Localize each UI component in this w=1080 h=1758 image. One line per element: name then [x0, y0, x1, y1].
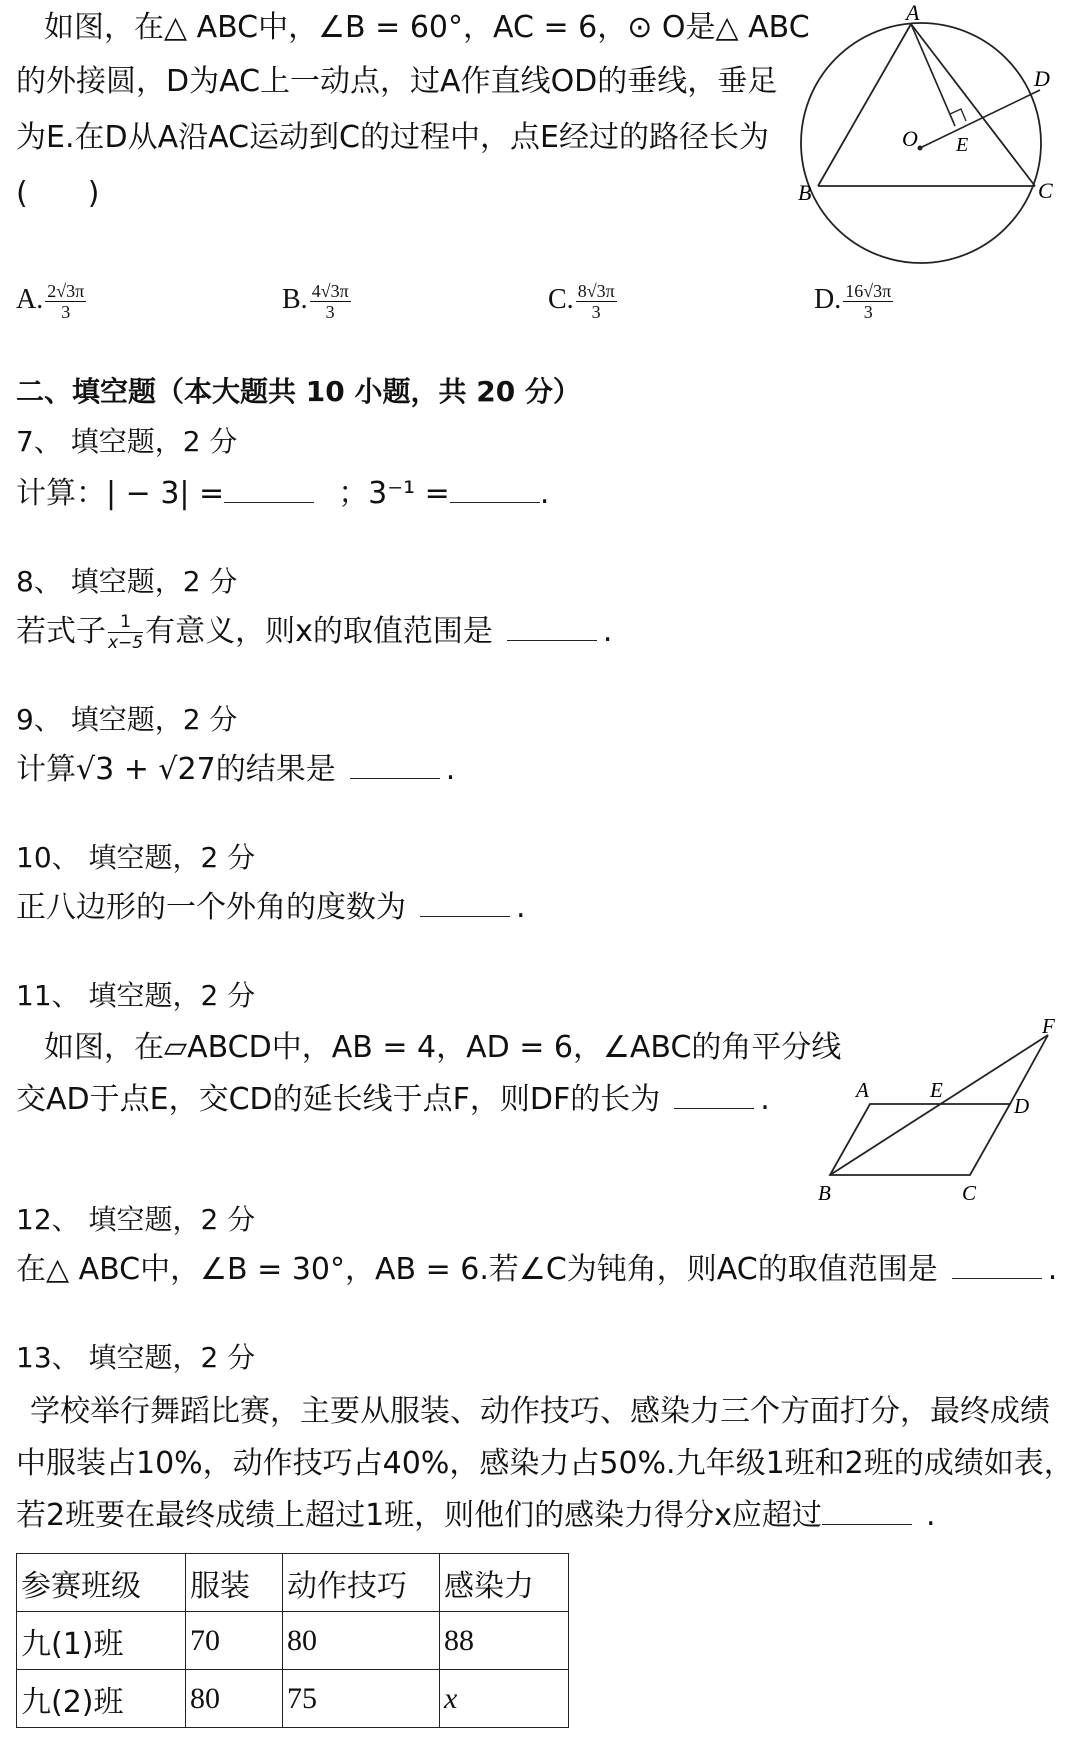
q10-body — [16, 888, 526, 928]
q13-period: . — [925, 1498, 936, 1533]
label-E: E — [956, 134, 969, 156]
point-O — [918, 146, 923, 151]
q7-period: . — [539, 476, 550, 511]
q10-text: 正八边形的一个外角的度数为 — [16, 890, 406, 925]
q11-header: 11、 填空题，2 分 — [16, 979, 256, 1012]
table-cell: 九(1)班 — [17, 1612, 186, 1670]
label-B: B — [798, 180, 812, 205]
table-row — [17, 1670, 569, 1728]
q13-line1: 学校举行舞蹈比赛，主要从服装、动作技巧、感染力三个方面打分，最终成绩 — [30, 1394, 1050, 1429]
q12-blank[interactable] — [952, 1252, 1042, 1279]
q13-header: 13、 填空题，2 分 — [16, 1341, 256, 1374]
table-cell: x — [440, 1670, 569, 1728]
q6-stem-line4: ( ) — [16, 176, 100, 211]
q13-line3 — [16, 1496, 935, 1536]
table-cell: 九(2)班 — [17, 1670, 186, 1728]
label-C: C — [962, 1181, 977, 1205]
q11-blank[interactable] — [674, 1082, 754, 1109]
table-row — [17, 1612, 569, 1670]
q12-text: 在△ ABC中，∠B = 30°，AB = 6.若∠C为钝角，则AC的取值范围是 — [16, 1252, 938, 1287]
q6-stem-line1: 如图，在△ ABC中，∠B = 60°，AC = 6，⊙ O是△ ABC — [44, 10, 810, 45]
q7-body — [16, 474, 549, 514]
label-D: D — [1034, 66, 1050, 91]
q9-period: . — [445, 752, 456, 787]
side-AB — [818, 24, 911, 186]
q8-blank[interactable] — [507, 614, 597, 641]
q6-stem-line2: 的外接圆，D为AC上一动点，过A作直线OD的垂线，垂足 — [16, 64, 778, 99]
q13-text: 若2班要在最终成绩上超过1班，则他们的感染力得分x应超过 — [16, 1498, 822, 1533]
q11-line2 — [16, 1080, 770, 1120]
q9-text: 计算√3 + √27的结果是 — [16, 752, 336, 787]
q12-header: 12、 填空题，2 分 — [16, 1203, 256, 1236]
q7-text-2: ；3⁻¹ = — [338, 476, 450, 511]
option-letter: C. — [548, 284, 574, 315]
parallelogram-ABCD — [830, 1104, 1010, 1175]
q7-blank-1[interactable] — [224, 476, 314, 503]
table-header-cell: 动作技巧 — [283, 1554, 440, 1612]
q10-header: 10、 填空题，2 分 — [16, 841, 256, 874]
label-E: E — [930, 1078, 943, 1102]
q8-text-2: 有意义，则x的取值范围是 — [145, 614, 493, 649]
q6-option-d[interactable] — [814, 280, 895, 322]
score-table — [16, 1553, 569, 1728]
option-letter: B. — [282, 284, 308, 315]
label-O: O — [902, 126, 918, 151]
q8-text-1: 若式子 — [16, 614, 106, 649]
q9-blank[interactable] — [350, 752, 440, 779]
q6-stem-line3: 为E.在D从A沿AC运动到C的过程中，点E经过的路径长为 — [16, 120, 769, 155]
option-fraction: $\frac{16√3\pi}{3}$ — [845, 281, 892, 323]
q11-line1: 如图，在▱ABCD中，AB = 4，AD = 6，∠ABC的角平分线 — [44, 1030, 842, 1065]
label-C: C — [1038, 178, 1053, 203]
q12-period: . — [1047, 1252, 1058, 1287]
table-cell: 75 — [283, 1670, 440, 1728]
q8-header: 8、 填空题，2 分 — [16, 565, 238, 598]
q6-option-c[interactable] — [548, 280, 619, 322]
q10-period: . — [516, 890, 526, 925]
table-cell: 70 — [186, 1612, 283, 1670]
option-fraction: $\frac{8√3\pi}{3}$ — [577, 281, 615, 323]
label-F: F — [1042, 1014, 1055, 1038]
table-cell: 80 — [186, 1670, 283, 1728]
q11-period: . — [760, 1082, 770, 1117]
table-cell: 80 — [283, 1612, 440, 1670]
table-header-cell: 参赛班级 — [17, 1554, 186, 1612]
q8-period: . — [602, 614, 613, 649]
option-letter: A. — [16, 284, 44, 315]
q13-blank[interactable] — [822, 1498, 912, 1525]
q6-circle-figure — [790, 0, 1060, 280]
table-header-cell: 服装 — [186, 1554, 283, 1612]
section-title: 二、填空题（本大题共 10 小题，共 20 分） — [16, 375, 581, 408]
circumcircle — [801, 23, 1041, 263]
option-fraction: $\frac{4√3\pi}{3}$ — [311, 281, 349, 323]
label-D: D — [1014, 1094, 1030, 1118]
q6-option-a[interactable] — [16, 280, 88, 322]
option-fraction: $\frac{2√3\pi}{3}$ — [47, 281, 85, 323]
q12-body — [16, 1250, 1057, 1290]
line-OD — [920, 90, 1040, 148]
q11-parallelogram-figure — [818, 1010, 1063, 1215]
q9-header: 9、 填空题，2 分 — [16, 703, 238, 736]
option-letter: D. — [814, 284, 842, 315]
q7-text-1: 计算：| − 3| = — [16, 476, 225, 511]
q6-option-b[interactable] — [282, 280, 353, 322]
side-AC — [911, 24, 1035, 186]
q10-blank[interactable] — [420, 890, 510, 917]
q11-text: 交AD于点E，交CD的延长线于点F，则DF的长为 — [16, 1082, 661, 1117]
q13-line2: 中服装占10%，动作技巧占40%，感染力占50%.九年级1班和2班的成绩如表， — [16, 1446, 1074, 1481]
segment-AE — [911, 24, 955, 126]
label-B: B — [818, 1181, 831, 1205]
q9-body — [16, 750, 455, 790]
q7-blank-2[interactable] — [450, 476, 540, 503]
label-A: A — [856, 1078, 869, 1102]
q8-fraction: $\frac{1}{x-5}$ — [108, 612, 144, 653]
q7-header: 7、 填空题，2 分 — [16, 425, 238, 458]
label-A: A — [906, 0, 920, 25]
q8-body — [16, 612, 612, 653]
table-cell: 88 — [440, 1612, 569, 1670]
table-header-cell: 感染力 — [440, 1554, 569, 1612]
table-header-row — [17, 1554, 569, 1612]
